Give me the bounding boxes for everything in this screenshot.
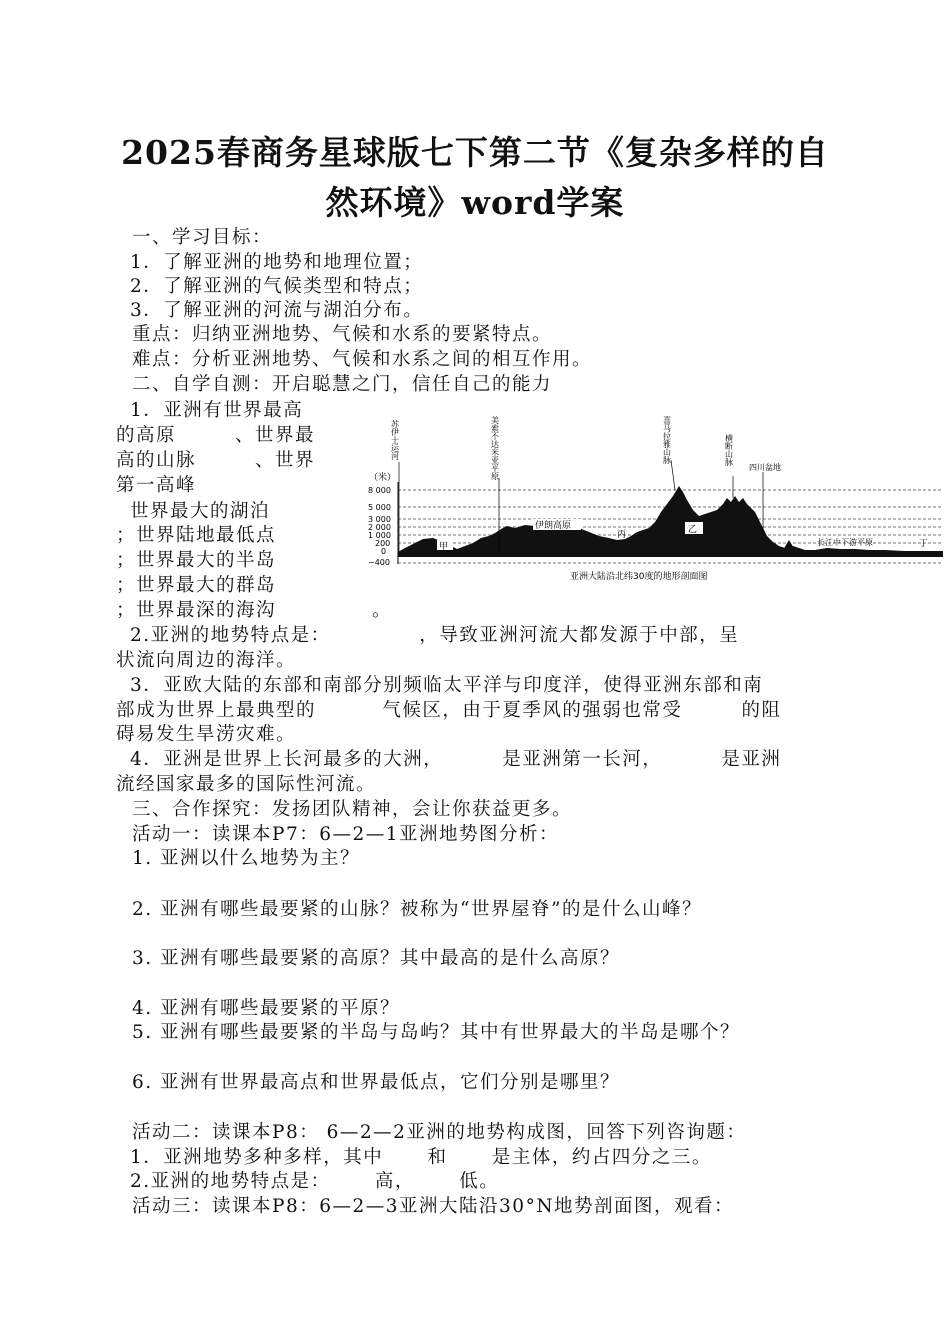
- objective-item: 1．了解亚洲的地势和地理位置；: [130, 252, 424, 273]
- question-line: 4．亚洲是世界上长河最多的大洲， 是亚洲第一长河， 是亚洲: [130, 749, 782, 770]
- label-hengduan: 横断山脉: [724, 434, 734, 466]
- terrain-profile-svg: [365, 412, 945, 588]
- label-bing: 丙: [617, 530, 627, 540]
- question-line: 1．亚洲有世界最高: [130, 400, 304, 421]
- activity-heading: 活动二：读课本P8： 6—2—2亚洲的地势构成图，回答下列咨询题：: [132, 1122, 747, 1143]
- question-line: 高的山脉 、世界: [116, 450, 316, 471]
- title-line-1: 2025春商务星球版七下第二节《复杂多样的自: [121, 133, 829, 172]
- activity-heading: 活动一：读课本P7：6—2—1亚洲地势图分析：: [132, 824, 560, 845]
- question-line: 世界最大的湖泊: [130, 501, 271, 522]
- activity-question: 2. 亚洲有哪些最要紧的山脉？被称为“世界屋脊”的是什么山峰？: [132, 899, 702, 920]
- question-line: ；世界最大的半岛: [116, 550, 277, 571]
- question-line: ；世界最深的海沟 。: [116, 600, 392, 621]
- y-tick: 3 000: [368, 515, 391, 524]
- question-line: ；世界陆地最低点: [116, 525, 277, 546]
- label-yangtze-plain: 长江中下游平原: [817, 538, 873, 547]
- activity-question: 6. 亚洲有世界最高点和世界最低点，它们分别是哪里？: [132, 1072, 621, 1093]
- key-point: 重点：归纳亚洲地势、气候和水系的要紧特点。: [132, 324, 553, 345]
- objective-item: 3．了解亚洲的河流与湖泊分布。: [130, 300, 424, 321]
- y-tick: 200: [375, 539, 391, 548]
- y-ticks: [368, 486, 391, 567]
- question-line: 部成为世界上最典型的 气候区，由于夏季风的强弱也常受 的阻: [116, 700, 782, 721]
- y-tick: 2 000: [368, 523, 391, 532]
- label-himalaya: 喜马拉雅山脉: [662, 416, 672, 464]
- question-line: ；世界最大的群岛: [116, 575, 277, 596]
- label-jia: 甲: [439, 542, 449, 552]
- label-ding: 丁: [919, 539, 929, 549]
- objective-item: 2．了解亚洲的气候类型和特点；: [130, 276, 424, 297]
- question-line: 3．亚欧大陆的东部和南部分别频临太平洋与印度洋，使得亚洲东部和南: [130, 675, 764, 696]
- question-line: 状流向周边的海洋。: [116, 650, 297, 671]
- question-line: 2.亚洲的地势特点是： ，导致亚洲河流大都发源于中部，呈: [130, 625, 740, 646]
- activity-question: 1. 亚洲以什么地势为主？: [132, 848, 361, 869]
- activity-question: 2.亚洲的地势特点是： 高， 低。: [130, 1171, 500, 1192]
- section-heading: 三、合作探究：发扬团队精神，会让你获益更多。: [132, 799, 573, 820]
- y-tick: 8 000: [368, 486, 391, 495]
- activity-question: 5. 亚洲有哪些最要紧的半岛与岛屿？其中有世界最大的半岛是哪个？: [132, 1022, 741, 1043]
- y-tick: 5 000: [368, 503, 391, 512]
- figure-caption: 亚洲大陆沿北纬30度的地形剖面图: [570, 572, 708, 582]
- terrain-profile-figure: [365, 412, 945, 588]
- document-title: [100, 128, 850, 228]
- title-line-2: 然环境》word学案: [325, 183, 625, 222]
- y-tick: 1 000: [368, 531, 391, 540]
- label-yi: 乙: [688, 525, 698, 535]
- difficult-point: 难点：分析亚洲地势、气候和水系之间的相互作用。: [132, 349, 593, 370]
- label-mesopotamia: 美索不达米亚平原: [490, 416, 500, 480]
- label-suez-canal: 苏伊士运河: [390, 420, 400, 460]
- question-line: 的高原 、世界最: [116, 425, 316, 446]
- y-unit: （米）: [369, 473, 397, 483]
- y-tick: −400: [368, 558, 390, 567]
- question-line: 第一高峰: [116, 475, 197, 496]
- pointer-line: [671, 460, 675, 490]
- question-line: 碍易发生旱涝灾难。: [116, 724, 297, 745]
- label-iran-plateau: 伊朗高原: [535, 521, 572, 531]
- section-heading: 二、自学自测：开启聪慧之门，信任自己的能力: [132, 374, 553, 395]
- label-sichuan-basin: 四川盆地: [749, 463, 781, 472]
- activity-heading: 活动三：读课本P8：6—2—3亚洲大陆沿30°N地势剖面图，观看：: [132, 1196, 735, 1217]
- section-heading: 一、学习目标：: [132, 227, 273, 248]
- activity-question: 4. 亚洲有哪些最要紧的平原？: [132, 998, 401, 1019]
- question-line: 流经国家最多的国际性河流。: [116, 774, 377, 795]
- activity-question: 1．亚洲地势多种多样，其中 和 是主体，约占四分之三。: [130, 1147, 712, 1168]
- y-tick: 0: [381, 547, 387, 556]
- terrain-hill: [783, 540, 795, 550]
- activity-question: 3. 亚洲有哪些最要紧的高原？其中最高的是什么高原？: [132, 948, 621, 969]
